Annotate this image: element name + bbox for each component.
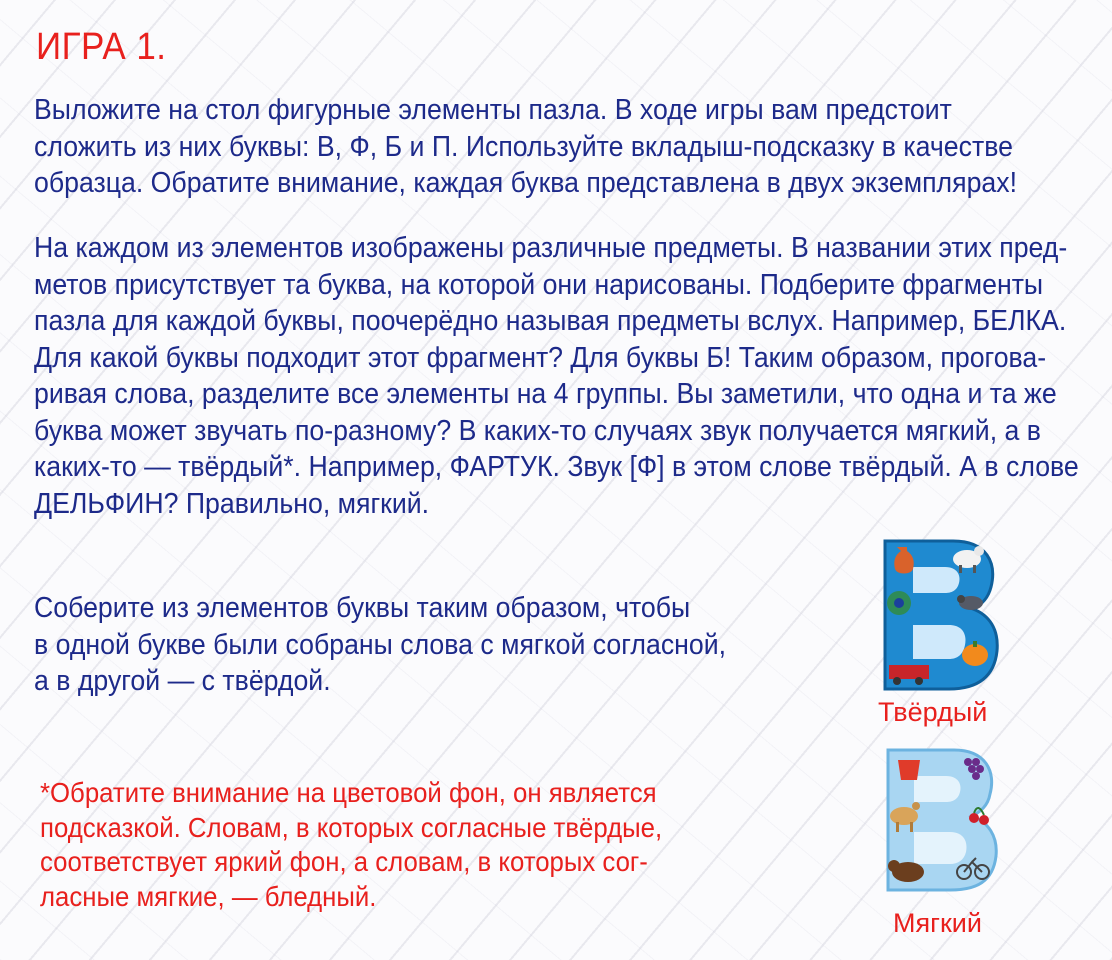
instructions-paragraph: На каждом из элементов изображены различные предметы. В названии этих пред- метов присутствует та буква, на которой они нарисованы. Подберите фрагменты пазла для каждой буквы, поочерёдно называя предметы вслух. Например, БЕЛКА. Для какой буквы подходит этот фрагмент? Для буквы Б! Таким образом, прогова- ривая слова, разделите все элементы на 4 группы. Вы заметили, что одна и та же буква может звучать по-разному? В каких-то случаях звук получается мягкий, а в каких-то — твёрдый*. Например, ФАРТУК. Звук [Ф] в этом слове твёрдый. А в слове ДЕЛЬФИН? Правильно, мягкий.: [34, 232, 1079, 520]
soft-letter-card: [880, 744, 1000, 894]
hard-letter-card: [875, 533, 1001, 693]
hard-letter-image: [875, 533, 1001, 693]
bucket-icon: [898, 760, 920, 780]
peacock-icon: [887, 591, 911, 615]
soft-caption: Мягкий: [893, 908, 982, 938]
footnote-text: *Обратите внимание на цветовой фон, он является подсказкой. Словам, в которых согласные твёрдые, соответствует яркий фон, а словам, в которых сог- ласные мягкие, — бледный.: [40, 777, 663, 912]
hard-caption: Твёрдый: [878, 697, 988, 727]
page-title: ИГРА 1.: [36, 26, 167, 68]
soft-letter-image: [880, 744, 1000, 894]
intro-paragraph: Выложите на стол фигурные элементы пазла. В ходе игры вам предстоит сложить из них буквы: В, Ф, Б и П. Используйте вкладыш-подсказку в качестве образца. Обратите внимание, каждая буква представлена в двух экземплярах!: [34, 94, 1018, 199]
task-paragraph: Соберите из элементов буквы таким образом, чтобы в одной букве были собраны слова с мягкой согласной, а в другой — с твёрдой.: [34, 592, 727, 697]
